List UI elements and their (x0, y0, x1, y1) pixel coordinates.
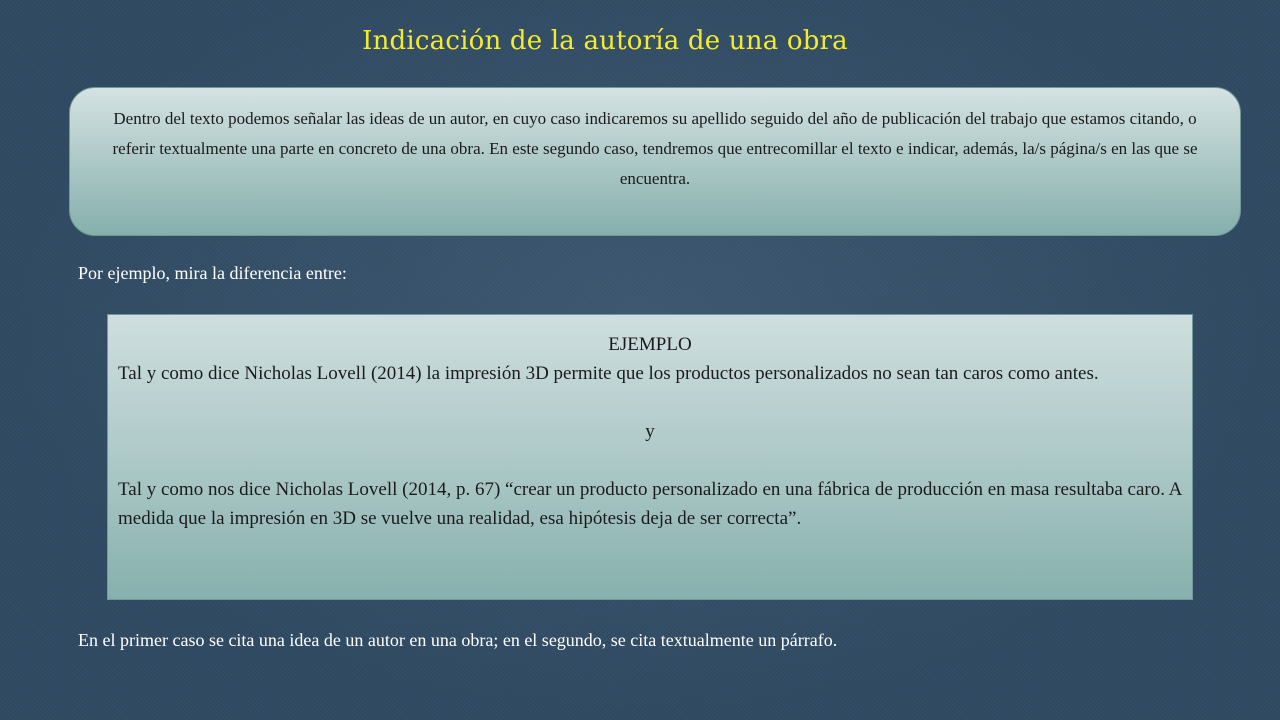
spacer (118, 388, 1182, 417)
intro-callout (69, 87, 1241, 236)
first-citation: Tal y como dice Nicholas Lovell (2014) la impresión 3D permite que los productos personalizados no sean tan caros como antes. (118, 363, 1099, 384)
spacer (118, 446, 1182, 475)
example-heading: EJEMPLO (608, 334, 692, 355)
example-connector: y (645, 421, 655, 442)
second-citation: Tal y como nos dice Nicholas Lovell (2014, p. 67) “crear un producto personalizado en una fábrica de producción en masa resultaba caro. A medida que la impresión en 3D se vuelve una realidad, esa hipótesis deja de ser correcta”. (118, 479, 1182, 529)
conclusion-text: En el primer caso se cita una idea de un autor en una obra; en el segundo, se cita textualmente un párrafo. (78, 630, 838, 650)
intro-text: Dentro del texto podemos señalar las ideas de un autor, en cuyo caso indicaremos su apellido seguido del año de publicación del trabajo que estamos citando, o referir textualmente una parte en concreto de una obra. En este segundo caso, tendremos que entrecomillar el texto e indicar, además, la/s página/s en las que se encuentra. (112, 109, 1198, 188)
slide-title: Indicación de la autoría de una obra (362, 26, 848, 56)
example-lead-text: Por ejemplo, mira la diferencia entre: (78, 263, 347, 283)
example-box (107, 314, 1193, 600)
